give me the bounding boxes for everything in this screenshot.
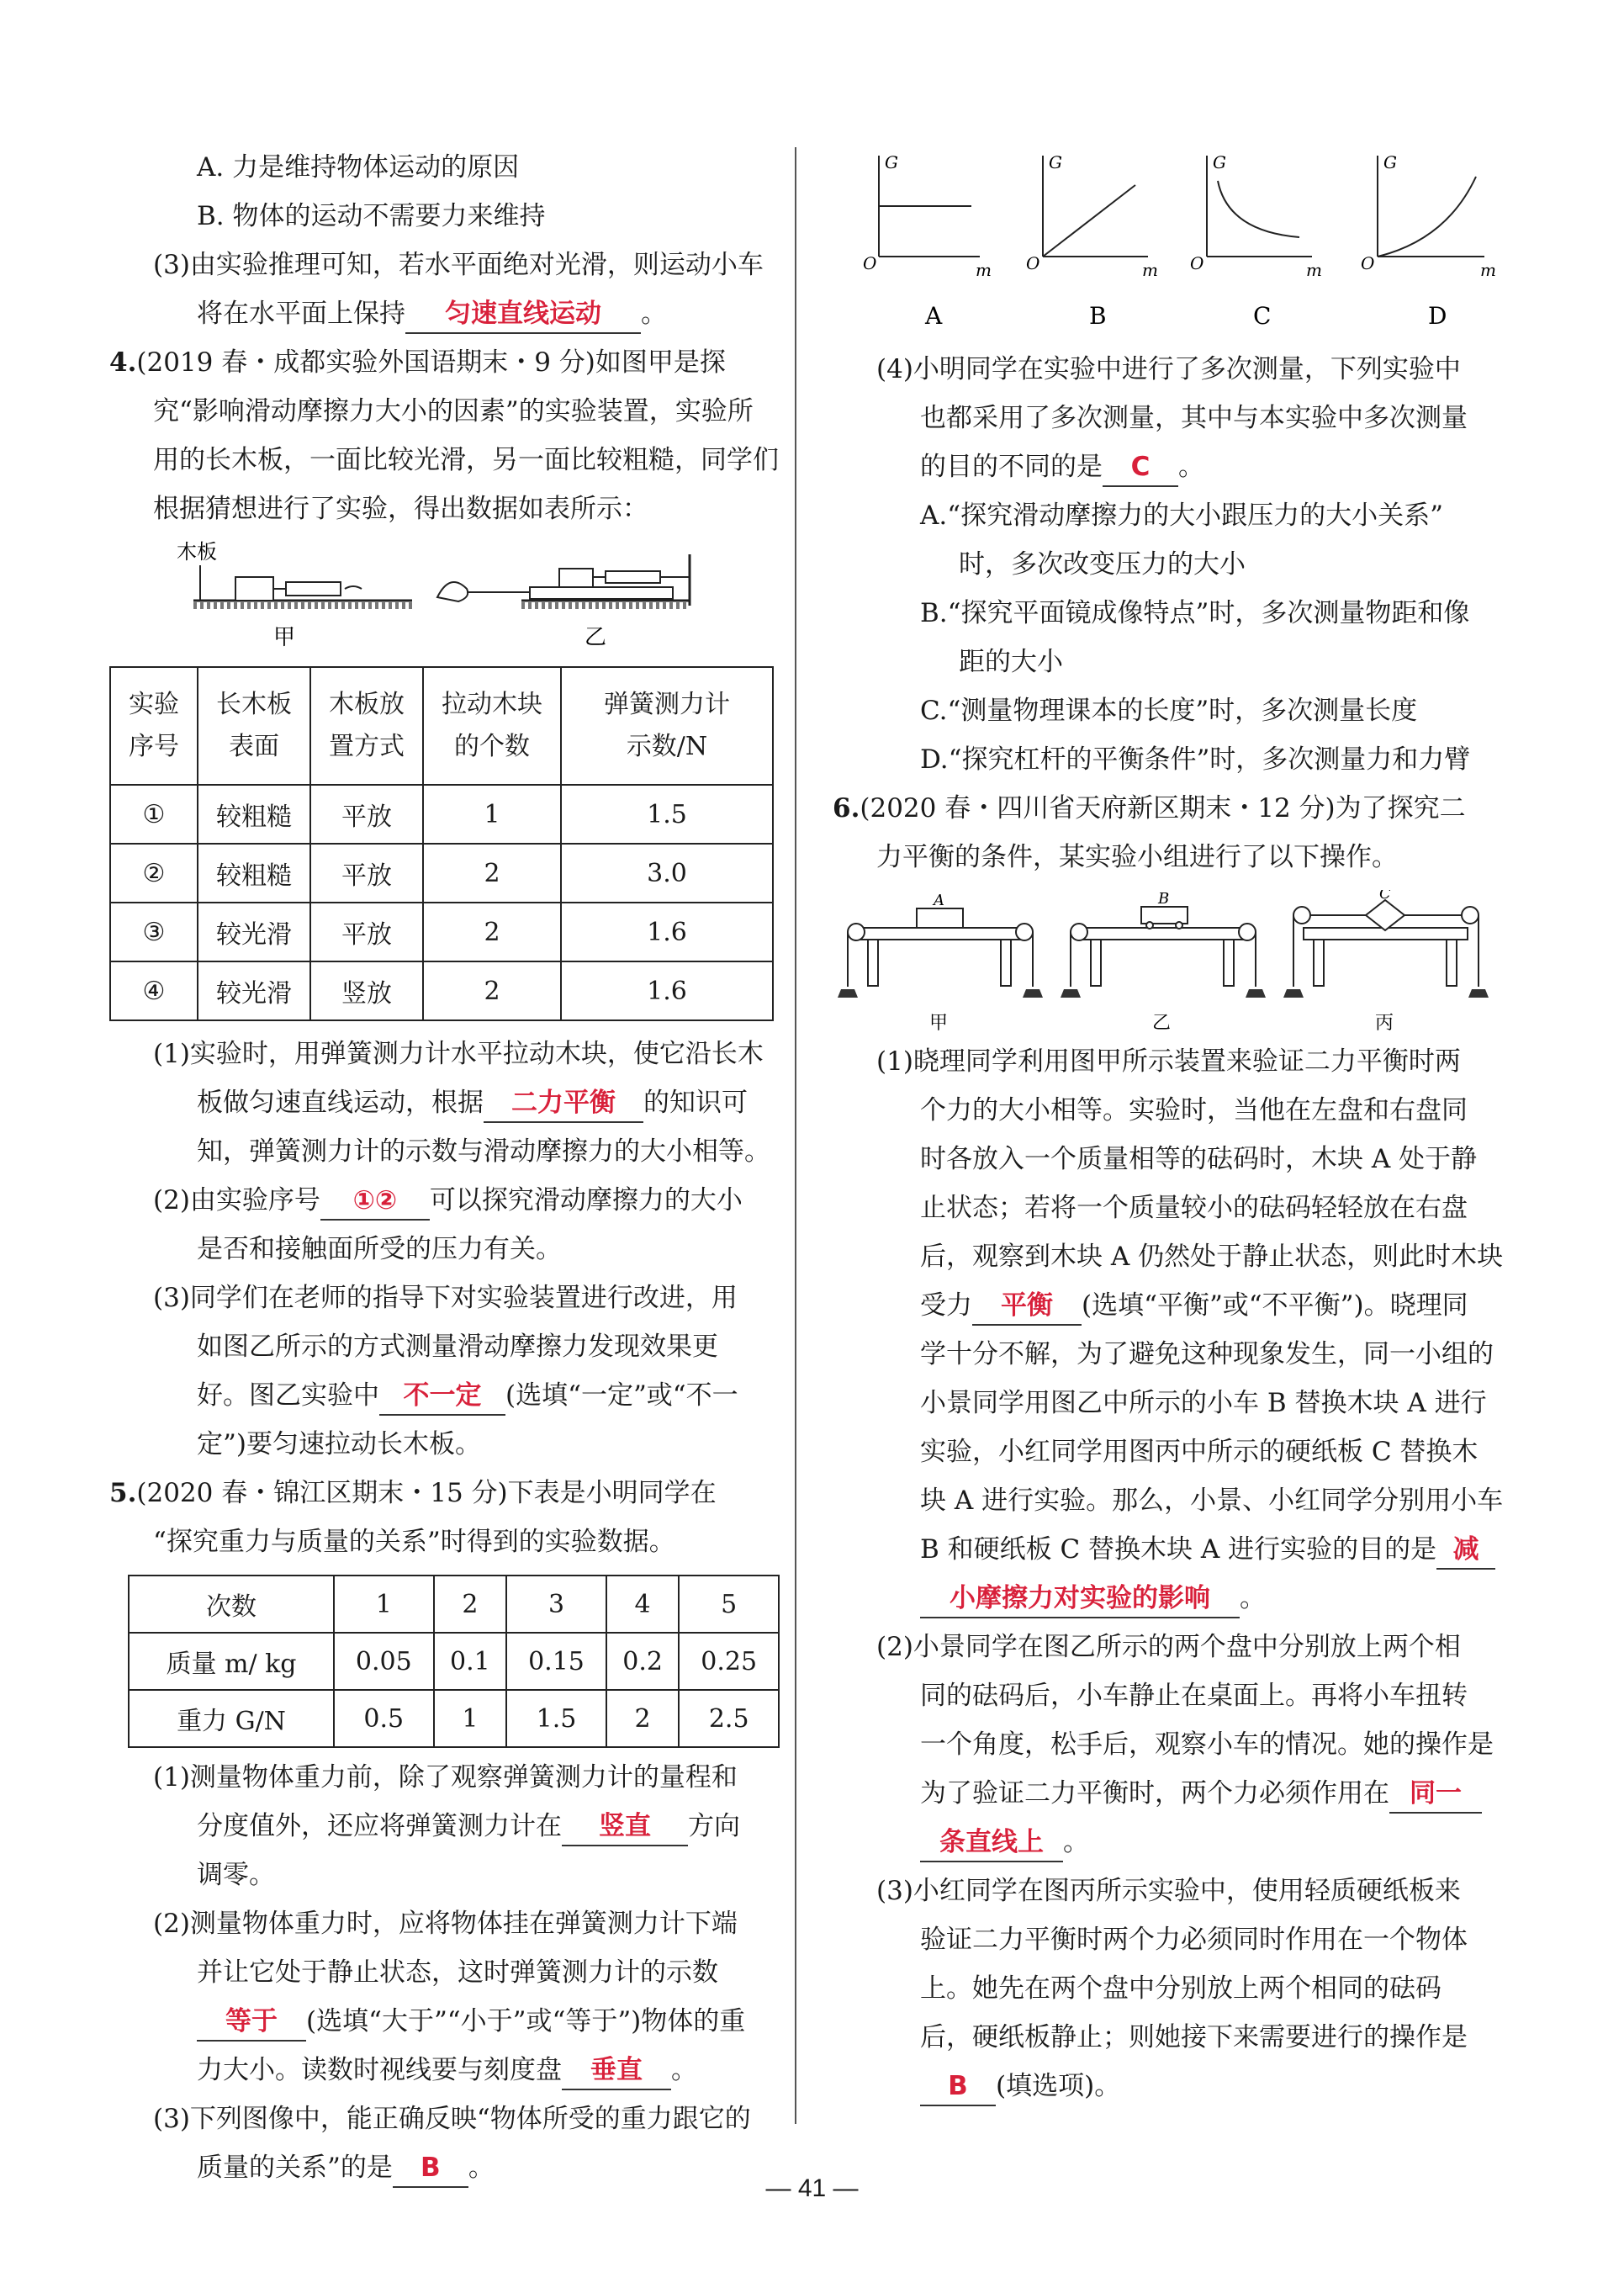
left-column: [109, 143, 782, 2192]
q5-number: 5.: [109, 1478, 137, 1508]
q6-fig-label-jia: 甲: [929, 1013, 949, 1034]
table-cell: 0.1: [434, 1633, 507, 1690]
q4-th-4a: 拉动木块: [442, 690, 542, 719]
graph-a: [863, 152, 992, 330]
q4-data-table: [109, 666, 774, 1021]
q6-s1-line8: 小景同学用图乙中所示的小车 B 替换木块 A 进行: [920, 1388, 1487, 1418]
q6-leg-bing-r: [1447, 940, 1457, 986]
q6-fig-label-yi: 乙: [1152, 1013, 1172, 1034]
q5-s4-option-d: D.“探究杠杆的平衡条件”时，多次测量力和力臂: [920, 744, 1471, 775]
table-cell: 4: [606, 1576, 680, 1633]
table-cell: 1.6: [561, 903, 773, 961]
q4-table-header-row: [110, 667, 773, 785]
q4-fig-label-yi: 乙: [585, 625, 607, 650]
q5-s3-text-a: 质量的关系”的是: [197, 2153, 393, 2183]
q4-th-3a: 木板放: [329, 690, 405, 719]
q4-fig-label-jia: 甲: [273, 625, 296, 650]
q3-sub3-answer: 匀速直线运动: [405, 295, 641, 334]
table-row: [129, 1576, 779, 1633]
q4-s3-text-b: (选填“一定”或“不一: [505, 1380, 738, 1411]
q6-s2-text-a: 为了验证二力平衡时，两个力必须作用在: [920, 1778, 1389, 1809]
table-cell: 质量 m/ kg: [129, 1633, 334, 1690]
q6-s3-line5: [833, 2062, 1505, 2110]
q4-intro-line2: 究“影响滑动摩擦力大小的因素”的实验装置，实验所: [153, 396, 754, 426]
q4-s2-answer: ①②: [320, 1182, 430, 1221]
q5-s4-option-a2: 时，多次改变压力的大小: [959, 549, 1246, 580]
q6-s3-line4: 后，硬纸板静止；则她接下来需要进行的操作是: [920, 2022, 1468, 2052]
q6-table-top-jia: [858, 928, 1022, 940]
graph-d-option-label: D: [1428, 302, 1447, 330]
table-cell: 1: [334, 1576, 434, 1633]
table-cell: 平放: [310, 785, 423, 844]
q6-s2-line3: 一个角度，松手后，观察小车的情况。她的操作是: [920, 1729, 1494, 1760]
q4-th-4b: 的个数: [454, 732, 530, 761]
pulley-icon: [848, 924, 865, 940]
q5-s1-text-b: 方向: [688, 1811, 740, 1841]
q6-s3-answer: B: [920, 2068, 996, 2106]
pan-icon: [1061, 989, 1081, 998]
q4-block-b: [559, 569, 593, 587]
q3-option-b: B. 物体的运动不需要力来维持: [197, 201, 546, 231]
table-cell: 次数: [129, 1576, 334, 1633]
q6-s2-line1: (2)小景同学在图乙所示的两个盘中分别放上两个相: [876, 1632, 1461, 1662]
q4-s1-text-b: 的知识可: [643, 1088, 748, 1118]
pan-icon: [838, 989, 858, 998]
graph-c-curve: [1218, 181, 1299, 237]
q6-leg-jia-r: [1001, 940, 1011, 986]
table-cell: 1.6: [561, 961, 773, 1020]
table-cell: 较光滑: [198, 961, 310, 1020]
table-cell: 1.5: [506, 1690, 606, 1747]
q5-s2-line2: 并让它处于静止状态，这时弹簧测力计的示数: [197, 1957, 718, 1988]
q6-s1-line7: 学十分不解，为了避免这种现象发生，同一小组的: [920, 1339, 1494, 1369]
q4-s2-text-a: (2)由实验序号: [153, 1185, 320, 1215]
q6-s1-line12: [833, 1574, 1505, 1623]
right-column: [833, 143, 1505, 2110]
table-cell: 1: [423, 785, 561, 844]
q4-s3-text-a: 好。图乙实验中: [197, 1380, 379, 1411]
graph-b-curve: [1043, 185, 1135, 257]
q6-s3-line3: 上。她先在两个盘中分别放上两个相同的砝码: [920, 1973, 1441, 2004]
table-row: [129, 1690, 779, 1747]
q6-s1-line1: (1)晓理同学利用图甲所示装置来验证二力平衡时两: [876, 1046, 1461, 1077]
q5-s1-line3: 调零。: [197, 1860, 275, 1890]
q6-s1-answer1: 平衡: [972, 1287, 1082, 1326]
q6-leg-bing-l: [1314, 940, 1324, 986]
pan-icon: [1246, 989, 1266, 998]
q5-data-table: [128, 1575, 780, 1748]
q4-s2-line2: 是否和接触面所受的压力有关。: [197, 1234, 562, 1264]
q5-s3-answer: B: [393, 2149, 468, 2188]
q5-s3-text-b: 。: [468, 2153, 495, 2183]
pulley-icon: [1462, 907, 1479, 924]
q4-spring-scale-b: [606, 571, 660, 583]
q4-s3-line1: (3)同学们在老师的指导下对实验装置进行改进，用: [153, 1283, 738, 1313]
table-cell: 平放: [310, 844, 423, 903]
table-cell: 较粗糙: [198, 844, 310, 903]
q5-s4-line1: (4)小明同学在实验中进行了多次测量，下列实验中: [876, 354, 1461, 384]
q4-th-1: [110, 667, 198, 785]
q4-figure: [109, 533, 782, 651]
q5-intro-line2: “探究重力与质量的关系”时得到的实验数据。: [153, 1527, 675, 1557]
q6-s2-text-b: 。: [1063, 1827, 1089, 1857]
q5-s4-text-b: 。: [1178, 452, 1204, 482]
q4-th-4: [423, 667, 561, 785]
q4-s1-line1: (1)实验时，用弹簧测力计水平拉动木块，使它沿长木: [153, 1039, 764, 1069]
graph-d: [1361, 152, 1496, 330]
q6-apparatus-diagram: [833, 890, 1505, 1037]
q5-s2-line1: (2)测量物体重力时，应将物体挂在弹簧测力计下端: [153, 1909, 738, 1939]
q4-s1-text-a: 板做匀速直线运动，根据: [197, 1088, 484, 1118]
q5-s1-line1: (1)测量物体重力前，除了观察弹簧测力计的量程和: [153, 1762, 738, 1793]
q5-s4-option-b1: B.“探究平面镜成像特点”时，多次测量物距和像: [920, 598, 1470, 628]
graph-c-origin: O: [1190, 253, 1204, 273]
pan-icon: [1283, 989, 1304, 998]
q6-s1-text-c: B 和硬纸板 C 替换木块 A 进行实验的目的是: [920, 1534, 1437, 1565]
table-cell: 0.5: [334, 1690, 434, 1747]
q6-figure: [833, 890, 1505, 1037]
pulley-icon: [1071, 924, 1087, 940]
q4-apparatus-diagram: [109, 533, 782, 651]
page-number-value: 41: [797, 2174, 827, 2202]
q6-setup-jia: [838, 892, 1043, 1034]
graph-a-option-label: A: [925, 302, 943, 330]
q4-s2-text-b: 可以探究滑动摩擦力的大小: [429, 1185, 743, 1215]
q5-s4-answer: C: [1103, 448, 1178, 487]
q5-intro1-text: (2020 春・锦江区期末・15 分)下表是小明同学在: [136, 1478, 717, 1508]
table-cell: 较粗糙: [198, 785, 310, 844]
q4-th-5: [561, 667, 773, 785]
q4-th-1a: 实验: [129, 690, 179, 719]
q3-sub3-line1: (3)由实验推理可知，若水平面绝对光滑，则运动小车: [153, 250, 764, 280]
table-cell: 0.2: [606, 1633, 680, 1690]
q3-sub3-line2: [109, 289, 782, 338]
table-cell: 2: [423, 844, 561, 903]
q6-s3-line2: 验证二力平衡时两个力必须同时作用在一个物体: [920, 1925, 1468, 1955]
q4-s3-answer: 不一定: [379, 1377, 505, 1416]
q6-s2-line4: [833, 1769, 1505, 1818]
graph-c-option-label: C: [1253, 302, 1272, 330]
q6-setup-yi: [1061, 890, 1266, 1034]
pulley-icon: [1016, 924, 1033, 940]
q6-s1-line11: [833, 1525, 1505, 1574]
q5-s1-answer: 竖直: [562, 1808, 688, 1846]
q4-th-5a: 弹簧测力计: [604, 690, 730, 719]
q6-s3-line1: (3)小红同学在图丙所示实验中，使用轻质硬纸板来: [876, 1876, 1461, 1906]
q5-s2-answer2: 垂直: [562, 2052, 671, 2090]
graph-b: [1026, 152, 1158, 330]
wheel-icon: [1146, 922, 1153, 929]
graph-c-y-label: G: [1213, 152, 1226, 172]
q6-card-c-label: C: [1379, 890, 1391, 903]
q4-spring-scale-a: [286, 582, 341, 596]
q6-setup-bing: [1283, 890, 1489, 1034]
q5-s2-line3: [109, 1997, 782, 2046]
q6-s1-answer2a: 减: [1436, 1531, 1495, 1570]
graph-c: [1190, 152, 1322, 330]
q6-s1-line6: [833, 1281, 1505, 1330]
q6-cart-b: [1141, 907, 1188, 924]
table-cell: 2: [423, 903, 561, 961]
q4-s2-line1: [109, 1176, 782, 1225]
graph-d-y-label: G: [1383, 152, 1397, 172]
q5-graphs: [833, 143, 1505, 345]
q6-s1-line2: 个力的大小相等。实验时，当他在左盘和右盘同: [920, 1095, 1468, 1125]
table-cell: 平放: [310, 903, 423, 961]
q4-s3-line3: [109, 1371, 782, 1420]
q6-leg-yi-l: [1091, 940, 1101, 986]
table-row: [110, 785, 773, 844]
q6-s1-text-a: 受力: [920, 1290, 972, 1321]
table-cell: 5: [679, 1576, 779, 1633]
q4-th-3: [310, 667, 423, 785]
q6-s2-answer-b: 条直线上: [920, 1824, 1063, 1862]
q5-s3-line1: (3)下列图像中，能正确反映“物体所受的重力跟它的: [153, 2104, 751, 2134]
q3-sub3-end: 。: [641, 299, 667, 329]
q6-s1-line9: 实验，小红同学用图丙中所示的硬纸板 C 替换木: [920, 1437, 1479, 1467]
table-cell: ①: [110, 785, 198, 844]
graph-d-origin: O: [1361, 253, 1375, 273]
q6-s2-answer-a: 同一: [1389, 1775, 1482, 1814]
table-cell: 2: [606, 1690, 680, 1747]
table-cell: ③: [110, 903, 198, 961]
graph-c-x-label: m: [1306, 260, 1322, 280]
graph-a-y-label: G: [885, 152, 898, 172]
graph-d-x-label: m: [1480, 260, 1496, 280]
column-divider: [795, 147, 796, 2124]
q4-th-3b: 置方式: [329, 732, 405, 761]
q6-s1-text-d: 。: [1240, 1583, 1266, 1613]
table-cell: 0.15: [506, 1633, 606, 1690]
q4-th-2a: 长木板: [216, 690, 292, 719]
pulley-icon: [1293, 907, 1310, 924]
q4-s1-line2: [109, 1078, 782, 1127]
q4-intro1-text: (2019 春・成都实验外国语期末・9 分)如图甲是探: [136, 347, 726, 378]
q6-table-top-yi: [1081, 928, 1245, 940]
graph-b-x-label: m: [1142, 260, 1158, 280]
q4-s1-answer: 二力平衡: [484, 1084, 643, 1123]
q4-number: 4.: [109, 347, 137, 378]
q5-s1-line2: [109, 1802, 782, 1851]
table-cell: 2: [423, 961, 561, 1020]
graph-d-curve: [1378, 177, 1476, 257]
graph-a-origin: O: [863, 253, 877, 273]
table-row: [110, 903, 773, 961]
q5-s4-text-a: 的目的不同的是: [920, 452, 1103, 482]
q6-s2-line2: 同的砝码后，小车静止在桌面上。再将小车扭转: [920, 1681, 1468, 1711]
q4-s1-line3: 知，弹簧测力计的示数与滑动摩擦力的大小相等。: [197, 1136, 770, 1167]
q5-s2-text-d: 。: [671, 2055, 697, 2085]
q4-block-a: [235, 577, 273, 601]
table-cell: 竖放: [310, 961, 423, 1020]
q5-graph-set: [833, 143, 1505, 345]
q4-intro-line4: 根据猜想进行了实验，得出数据如表所示：: [153, 494, 648, 524]
q6-s1-text-b: (选填“平衡”或“不平衡”)。晓理同: [1082, 1290, 1468, 1321]
page-number: — 41 —: [765, 2174, 859, 2202]
q4-th-2: [198, 667, 310, 785]
q5-s2-text-b: (选填“大于”“小于”或“等于”)物体的重: [306, 2006, 746, 2036]
q6-number: 6.: [833, 793, 860, 824]
q6-s2-line5: [833, 1818, 1505, 1867]
table-cell: 0.25: [679, 1633, 779, 1690]
table-row: [129, 1633, 779, 1690]
q4-th-5b: 示数/N: [626, 732, 708, 761]
table-cell: ②: [110, 844, 198, 903]
q6-leg-jia-l: [868, 940, 878, 986]
table-cell: 1.5: [561, 785, 773, 844]
q5-s1-text-a: 分度值外，还应将弹簧测力计在: [197, 1811, 562, 1841]
q5-s4-line2: 也都采用了多次测量，其中与本实验中多次测量: [920, 403, 1468, 433]
q3-option-a: A. 力是维持物体运动的原因: [197, 152, 520, 183]
graph-b-origin: O: [1026, 253, 1040, 273]
table-cell: 重力 G/N: [129, 1690, 334, 1747]
graph-b-y-label: G: [1049, 152, 1062, 172]
q6-card-c: [1366, 900, 1404, 930]
q6-s1-line10: 块 A 进行实验。那么，小景、小红同学分别用小车: [920, 1486, 1504, 1516]
table-cell: 较光滑: [198, 903, 310, 961]
q6-intro-line1: [833, 784, 1505, 833]
hand-icon: [437, 582, 468, 601]
table-cell: 2: [434, 1576, 507, 1633]
q4-th-1b: 序号: [129, 732, 179, 761]
q6-s3-text-b: (填选项)。: [996, 2071, 1121, 2101]
table-cell: 0.05: [334, 1633, 434, 1690]
q5-s2-text-c: 力大小。读数时视线要与刻度盘: [197, 2055, 562, 2085]
q6-fig-label-bing: 丙: [1375, 1013, 1394, 1034]
q6-intro1-text: (2020 春・四川省天府新区期末・12 分)为了探究二: [860, 793, 1466, 824]
q5-intro-line1: [109, 1469, 782, 1517]
q4-intro-line3: 用的长木板，一面比较光滑，另一面比较粗糙，同学们: [153, 445, 779, 475]
table-cell: 3.0: [561, 844, 773, 903]
q4-fig-board-label: 木板: [177, 540, 217, 564]
q5-s4-line3: [833, 442, 1505, 491]
pulley-icon: [1239, 924, 1256, 940]
q6-s1-line4: 止状态；若将一个质量较小的砝码轻轻放在右盘: [920, 1193, 1468, 1223]
table-row: [110, 961, 773, 1020]
q4-s3-line4: 定”)要匀速拉动长木板。: [197, 1429, 481, 1459]
graph-b-option-label: B: [1089, 302, 1107, 330]
q6-intro-line2: 力平衡的条件，某实验小组进行了以下操作。: [876, 842, 1398, 872]
q4-s3-line2: 如图乙所示的方式测量滑动摩擦力发现效果更: [197, 1332, 718, 1362]
graph-a-x-label: m: [976, 260, 992, 280]
q3-sub3-text: 将在水平面上保持: [197, 299, 405, 329]
q5-s2-line4: [109, 2046, 782, 2095]
q5-s4-option-b2: 距的大小: [959, 647, 1063, 677]
q6-block-a: [917, 908, 963, 928]
table-cell: 1: [434, 1690, 507, 1747]
q6-s1-line3: 时各放入一个质量相等的砝码时，木块 A 处于静: [920, 1144, 1478, 1174]
q4-intro-line1: [109, 338, 782, 387]
q6-cart-b-label: B: [1158, 890, 1170, 908]
table-cell: 2.5: [679, 1690, 779, 1747]
q5-s2-answer1: 等于: [197, 2003, 306, 2042]
pan-icon: [1023, 989, 1043, 998]
q4-long-board-b: [530, 587, 673, 599]
q6-s1-line5: 后，观察到木块 A 仍然处于静止状态，则此时木块: [920, 1242, 1504, 1272]
table-row: [110, 844, 773, 903]
pan-icon: [1468, 989, 1489, 998]
q6-block-a-label: A: [934, 892, 944, 909]
q4-th-2b: 表面: [229, 732, 279, 761]
wheel-icon: [1176, 922, 1182, 929]
q5-s4-option-c: C.“测量物理课本的长度”时，多次测量长度: [920, 696, 1418, 726]
table-cell: ④: [110, 961, 198, 1020]
q6-s1-answer2b: 小摩擦力对实验的影响: [920, 1580, 1240, 1618]
q5-s4-option-a1: A.“探究滑动摩擦力的大小跟压力的大小关系”: [920, 500, 1443, 531]
table-cell: 3: [506, 1576, 606, 1633]
q4-pull-a: [345, 586, 362, 589]
q6-leg-yi-r: [1224, 940, 1234, 986]
